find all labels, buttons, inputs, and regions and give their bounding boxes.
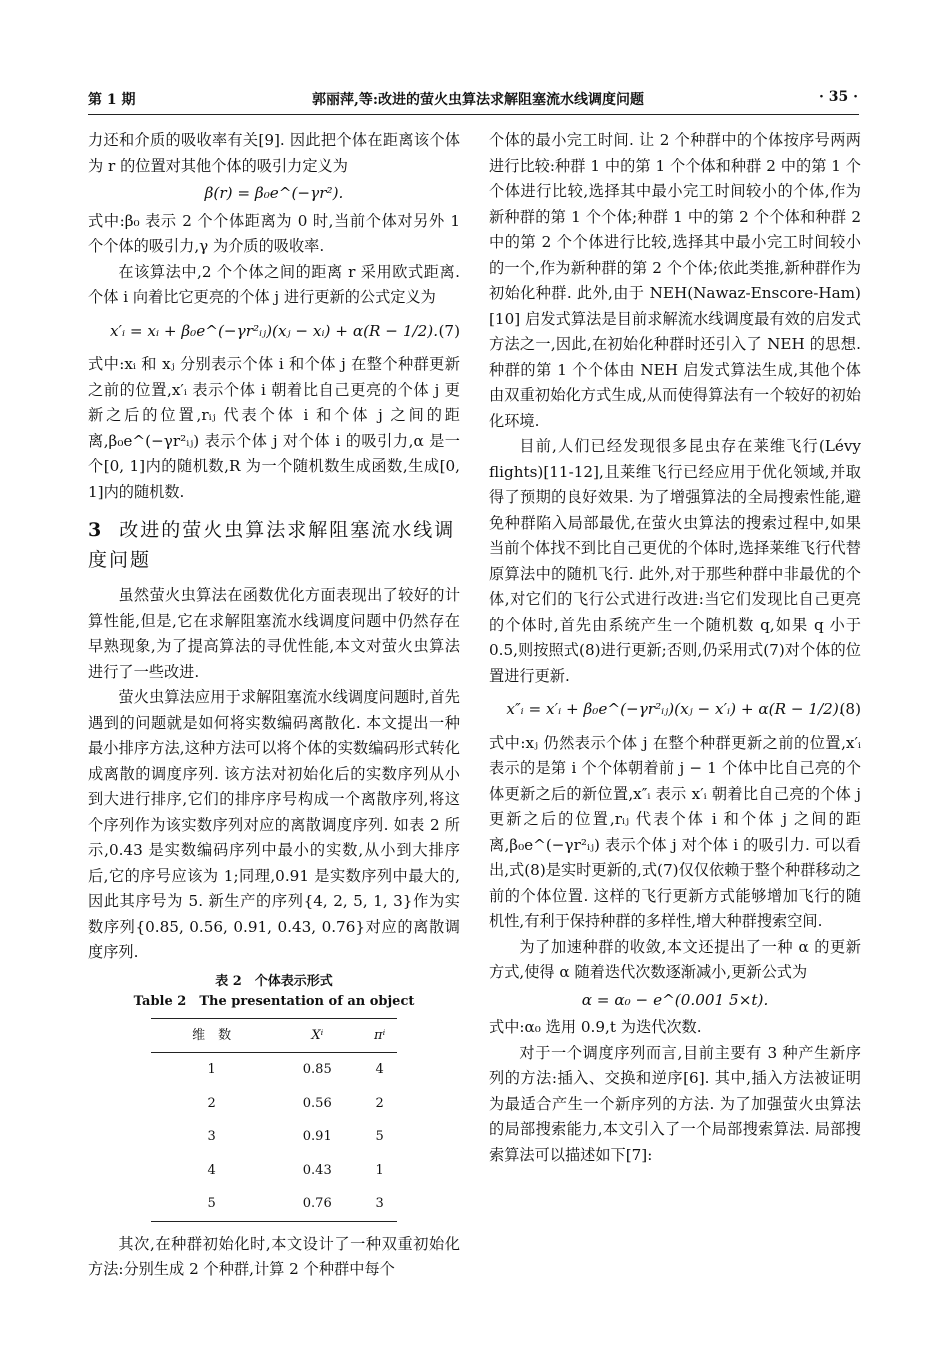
table-cell: 0.91	[302, 1129, 332, 1144]
equation-8-number: (8)	[839, 700, 861, 718]
paragraph: 对于一个调度序列而言,目前主要有 3 种产生新序列的方法:插入、交换和逆序[6]. 其中,插入方法被证明为最适合产生一个新序列的方法. 为了加强萤火虫算法的局部搜索能力,本文引入了一个局部搜索算法. 局部搜索算法可以描述如下[7]:	[489, 1043, 861, 1164]
table-row	[151, 1120, 397, 1154]
paragraph: 目前,人们已经发现很多昆虫存在莱维飞行(Lévy flights)[11-12],且莱维飞行已经应用于优化领域,并取得了预期的良好效果. 为了增强算法的全局搜索性能,避免种群陷入局部最优,在萤火虫算法的搜索过程中,如果当前个体找不到比自己更优的个体时,选择莱维飞行代替原算法中的随机飞行. 此外,对于那些种群中非最优的个体,对它们的飞行公式进行改进:当它们发现比自己更亮的个体时,首先由系统产生一个随机数 q,如果 q 小于 0.5,则按照式(8)进行更新;否则,仍采用式(7)对个体的位置进行更新.	[489, 437, 861, 685]
equation-8	[489, 697, 861, 723]
table-row	[151, 1053, 397, 1087]
equation-7-number: (7)	[438, 321, 460, 340]
section-number: 3	[88, 519, 104, 541]
paragraph: 式中:xⱼ 仍然表示个体 j 在整个种群更新之前的位置,x′ᵢ 表示的是第 i 个个体朝着前 j − 1 个体中比自己亮的个体更新之后的新位置,x″ᵢ 表示 x′ᵢ 朝着比自己亮的个体 j 更新之后的位置,rᵢⱼ 代表个体 i 和个体 j 之间的距离,β₀e^(−γr²ᵢⱼ) 表示个体 j 对个体 i 的吸引力. 可以看出,式(8)是实时更新的,式(7)仅仅依赖于整个种群移动之前的个体位置. 这样的飞行更新方式能够增加飞行的随机性,有利于保持种群的多样性,增大种群搜索空间.	[489, 733, 861, 930]
table-caption-cn: 表 2 个体表示形式	[215, 973, 333, 989]
equation-8-body: x″ᵢ = x′ᵢ + β₀e^(−γr²ᵢⱼ)(xⱼ − x′ᵢ) + α(R − 1/2).	[506, 700, 844, 718]
running-title: 郭丽萍,等:改进的萤火虫算法求解阻塞流水线调度问题	[311, 92, 645, 108]
table-row	[151, 1187, 397, 1221]
right-column	[489, 128, 861, 1168]
equation-7	[88, 319, 460, 345]
table-cell: 3	[362, 1187, 397, 1221]
paragraph: 在该算法中,2 个个体之间的距离 r 采用欧式距离. 个体 i 向着比它更亮的个体 j 进行更新的公式定义为	[88, 262, 460, 306]
table-cell: 1	[207, 1062, 216, 1077]
header-rule	[88, 114, 859, 115]
individual-table	[151, 1018, 397, 1222]
paragraph: 式中:xᵢ 和 xⱼ 分别表示个体 i 和个体 j 在整个种群更新之前的位置,x′ᵢ 表示个体 i 朝着比自己更亮的个体 j 更新之后的位置,rᵢⱼ 代表个体 i 和个体 j 之间的距离,β₀e^(−γr²ᵢⱼ) 表示个体 j 对个体 i 的吸引力,α 是一个[0, 1]内的随机数,R 为一个随机数生成函数,生成[0, 1]内的随机数.	[88, 355, 460, 501]
table-cell: 2	[375, 1095, 384, 1111]
page-number: · 35 ·	[819, 89, 858, 105]
paragraph: 个体的最小完工时间. 让 2 个种群中的个体按序号两两进行比较:种群 1 中的第 1 个个体和种群 2 中的第 1 个个体进行比较,选择其中最小完工时间较小的个体,作为新种群的第 1 个个体;种群 1 中的第 2 个个体和种群 2 中的第 2 个个体进行比较,选择其中最小完工时间较小的一个,作为新种群的第 2 个个体;依此类推,新种群作为初始化种群. 此外,由于 NEH(Nawaz-Enscore-Ham)[10] 启发式算法是目前求解流水线调度最有效的启发式方法之一,因此,在初始化种群时还引入了 NEH 的思想. 种群的第 1 个个体由 NEH 启发式算法生成,其他个体由双重初始化方式生成,从而使得算法有一个较好的初始化环境.	[489, 131, 861, 430]
table-cell: 1	[375, 1162, 384, 1178]
paragraph: 萤火虫算法应用于求解阻塞流水线调度问题时,首先遇到的问题就是如何将实数编码离散化. 本文提出一种最小排序方法,这种方法可以将个体的实数编码形式转化成离散的调度序列. 该方法对初始化后的实数序列从小到大进行排序,它们的排序序号构成一个离散序列,将这个序列作为该实数序列对应的离散调度序列. 如表 2 所示,0.43 是实数编码序列中最小的实数,从小到大排序后,它的序号应该为 1;同理,0.91 是实数序列中最大的,因此其序号为 5. 新生产的序列{4, 2, 5, 1, 3}作为实数序列{0.85, 0.56, 0.91, 0.43, 0.76}对应的离散调度序列.	[88, 688, 460, 961]
left-column	[88, 128, 460, 1283]
table-header-x: Xⁱ	[272, 1018, 362, 1053]
table-cell: 2	[207, 1095, 216, 1111]
table-cell: 0.56	[302, 1095, 332, 1111]
paragraph: 式中:β₀ 表示 2 个个体距离为 0 时,当前个体对另外 1 个个体的吸引力,γ 为介质的吸收率.	[88, 211, 460, 255]
table-cell: 3	[207, 1129, 216, 1144]
paragraph: 式中:α₀ 选用 0.9,t 为迭代次数.	[489, 1018, 702, 1036]
equation-alpha: α = α₀ − e^(0.001 5×t).	[581, 990, 769, 1009]
table-cell: 0.76	[272, 1187, 362, 1221]
paragraph: 为了加速种群的收敛,本文还提出了一种 α 的更新方式,使得 α 随着迭代次数逐渐减小,更新公式为	[489, 937, 861, 981]
section-title: 改进的萤火虫算法求解阻塞流水线调度问题	[88, 519, 456, 571]
table-row	[151, 1087, 397, 1121]
table-header-pi: πⁱ	[362, 1018, 397, 1053]
table-cell: 4	[207, 1162, 216, 1178]
paragraph: 其次,在种群初始化时,本文设计了一种双重初始化方法:分别生成 2 个种群,计算 2 个种群中每个	[88, 1234, 460, 1278]
table-cell: 0.43	[302, 1162, 332, 1178]
table-cell: 0.85	[302, 1062, 332, 1077]
table-row	[151, 1154, 397, 1188]
table-cell: 4	[375, 1062, 384, 1077]
paragraph: 力还和介质的吸收率有关[9]. 因此把个体在距离该个体为 r 的位置对其他个体的吸引力定义为	[88, 131, 460, 175]
equation-7-body: x′ᵢ = xᵢ + β₀e^(−γr²ᵢⱼ)(xⱼ − xᵢ) + α(R − 1/2).	[109, 321, 439, 340]
page-header	[88, 89, 858, 115]
table-cell: 5	[375, 1129, 384, 1144]
issue-number: 第 1 期	[88, 92, 136, 108]
paragraph: 虽然萤火虫算法在函数优化方面表现出了较好的计算性能,但是,它在求解阻塞流水线调度问题中仍然存在早熟现象,为了提高算法的寻优性能,本文对萤火虫算法进行了一些改进.	[88, 586, 460, 681]
section-heading	[88, 515, 460, 575]
table-cell: 5	[151, 1187, 272, 1221]
table-header-dim: 维 数	[151, 1018, 272, 1053]
table-caption-en: Table 2 The presentation of an object	[133, 993, 415, 1009]
equation-attraction: β(r) = β₀e^(−γr²).	[204, 184, 344, 202]
